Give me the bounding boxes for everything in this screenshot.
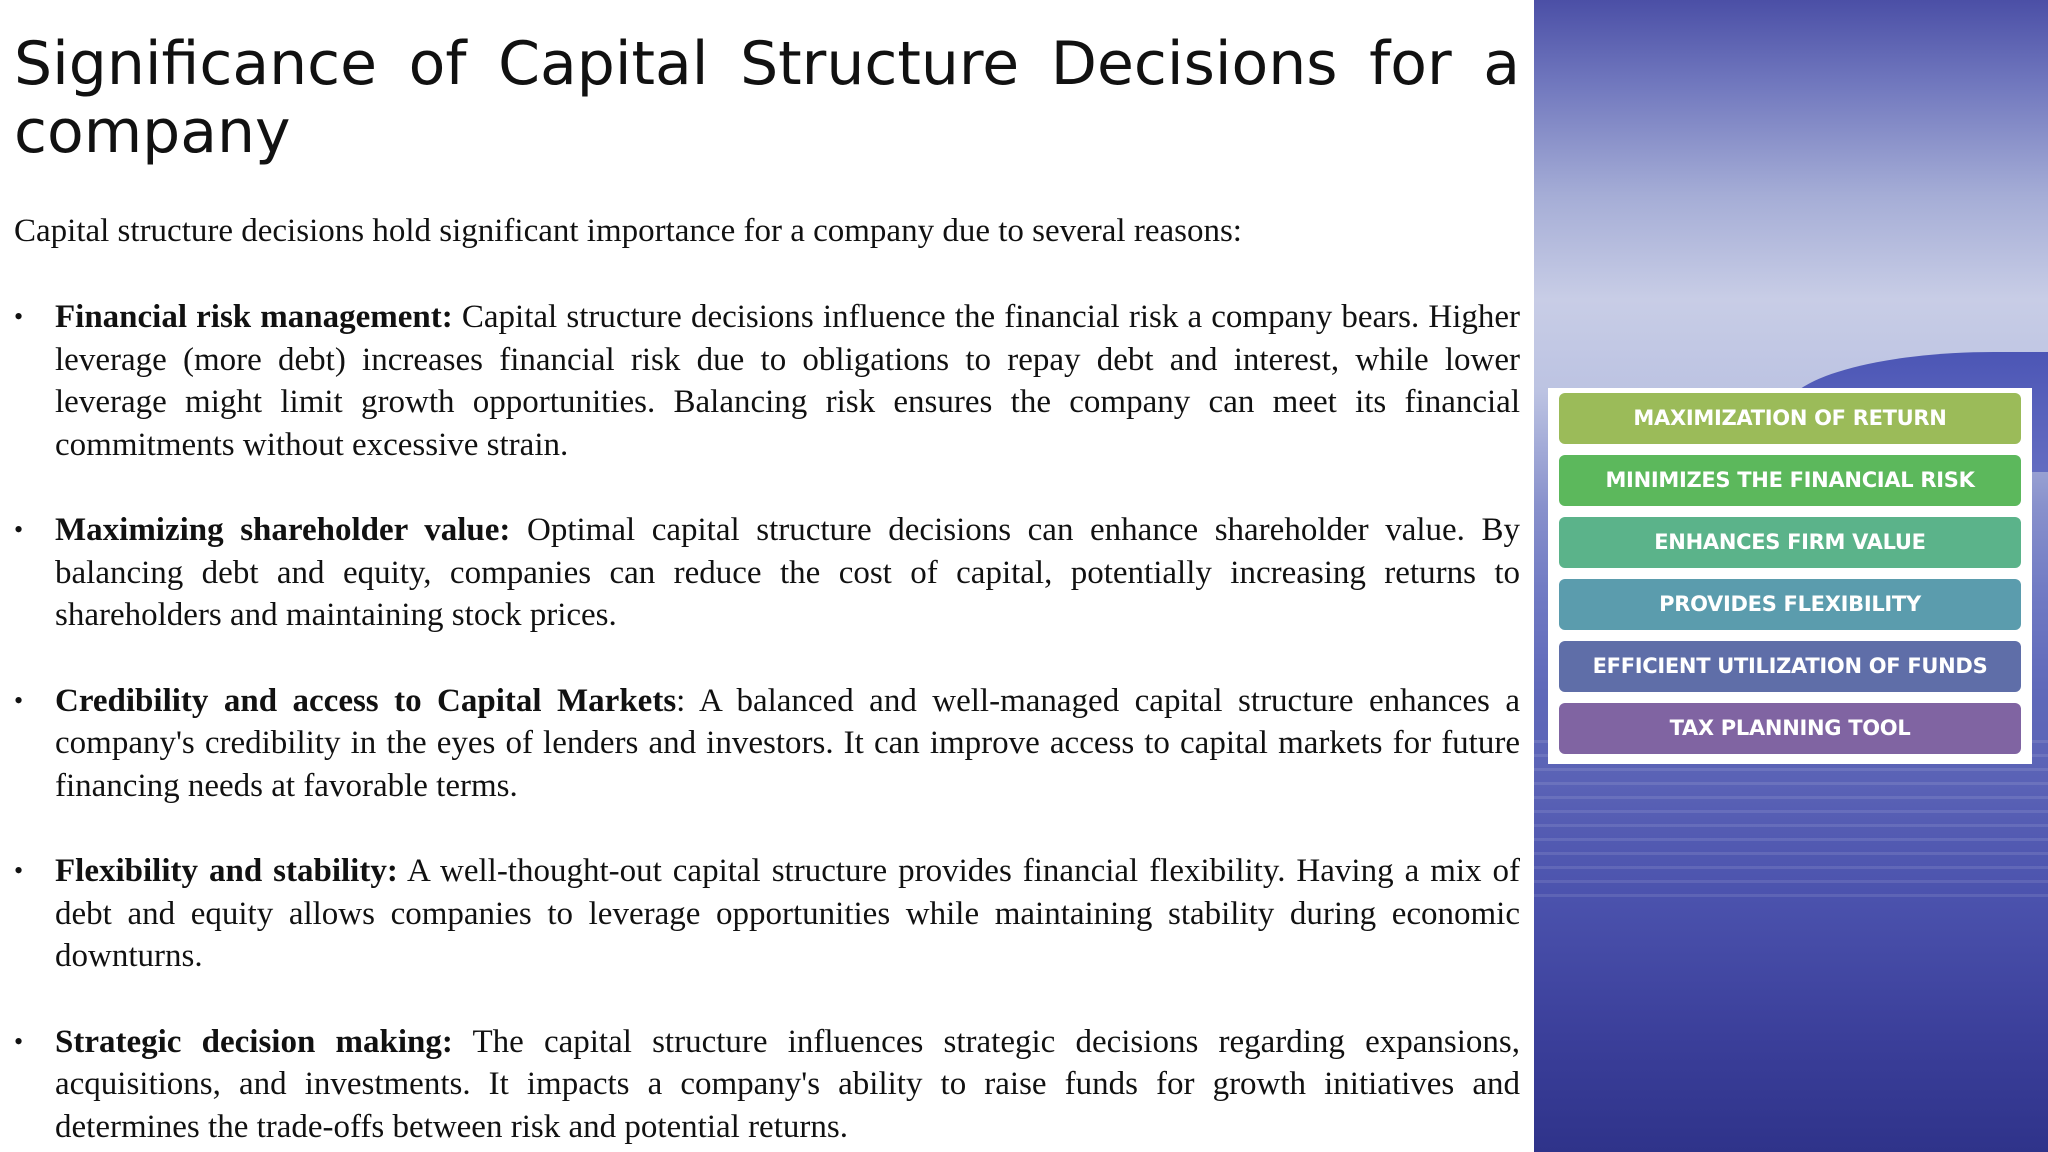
significance-diagram xyxy=(1548,388,2032,764)
bullet-text: Capital structure decisions influence the financial risk a company bears. Higher leverage (more debt) increases financial risk due to obligations to repay debt and interest, while lower leverage might limit growth opportunities. Balancing risk ensures the company can meet its financial commitments without excessive strain. xyxy=(55,299,1521,463)
diagram-item-tax-planning-tool: TAX PLANNING TOOL xyxy=(1559,703,2021,754)
bullet-dot-icon: • xyxy=(14,685,24,715)
bullet-heading: Strategic decision making: xyxy=(55,1023,453,1060)
bullet-list xyxy=(14,296,1520,1152)
bullet-strategic xyxy=(14,1021,1520,1149)
bullet-text: A well-thought-out capital structure provides financial flexibility. Having a mix of debt and equity allows companies to leverage opportunities while maintaining stability during economic downturns. xyxy=(55,853,1521,974)
bullet-heading: Financial risk management: xyxy=(55,299,453,335)
bullet-heading: Flexibility and stability: xyxy=(55,853,398,889)
bullet-dot-icon: • xyxy=(14,302,24,331)
bullet-financial-risk xyxy=(14,296,1520,466)
bullet-heading: Credibility and access to Capital Markets xyxy=(55,682,677,719)
bullet-heading: Maximizing shareholder value: xyxy=(55,512,511,548)
diagram-item-enhances-firm-value: ENHANCES FIRM VALUE xyxy=(1559,517,2021,568)
bullet-dot-icon: • xyxy=(14,1026,24,1056)
diagram-item-minimizes-financial-risk: MINIMIZES THE FINANCIAL RISK xyxy=(1559,455,2021,506)
stripe-decoration xyxy=(1534,740,2048,900)
intro-paragraph: Capital structure decisions hold significant importance for a company due to several reasons: xyxy=(14,213,1242,249)
diagram-item-efficient-utilization: EFFICIENT UTILIZATION OF FUNDS xyxy=(1559,641,2021,692)
bullet-text: : A balanced and well-managed capital structure enhances a company's credibility in the eyes of lenders and investors. It can improve access to capital markets for future financing needs at favorable terms. xyxy=(55,682,1521,804)
bullet-dot-icon: • xyxy=(14,515,24,544)
diagram-item-maximization-of-return: MAXIMIZATION OF RETURN xyxy=(1559,393,2021,444)
bullet-text: The capital structure influences strategic decisions regarding expansions, acquisitions, and investments. It impacts a company's ability to raise funds for growth initiatives and determines the trade-offs between risk and potential returns. xyxy=(55,1023,1520,1145)
bullet-flexibility xyxy=(14,850,1520,978)
bullet-dot-icon: • xyxy=(14,856,24,885)
bullet-shareholder-value xyxy=(14,509,1520,637)
bullet-text: Optimal capital structure decisions can enhance shareholder value. By balancing debt and equity, companies can reduce the cost of capital, potentially increasing returns to shareholders and maintaining stock prices. xyxy=(55,512,1521,633)
bullet-credibility xyxy=(14,680,1520,808)
slide-title: Significance of Capital Structure Decisions for a company xyxy=(14,29,1520,167)
slide-content xyxy=(14,0,1520,1152)
diagram-item-provides-flexibility: PROVIDES FLEXIBILITY xyxy=(1559,579,2021,630)
